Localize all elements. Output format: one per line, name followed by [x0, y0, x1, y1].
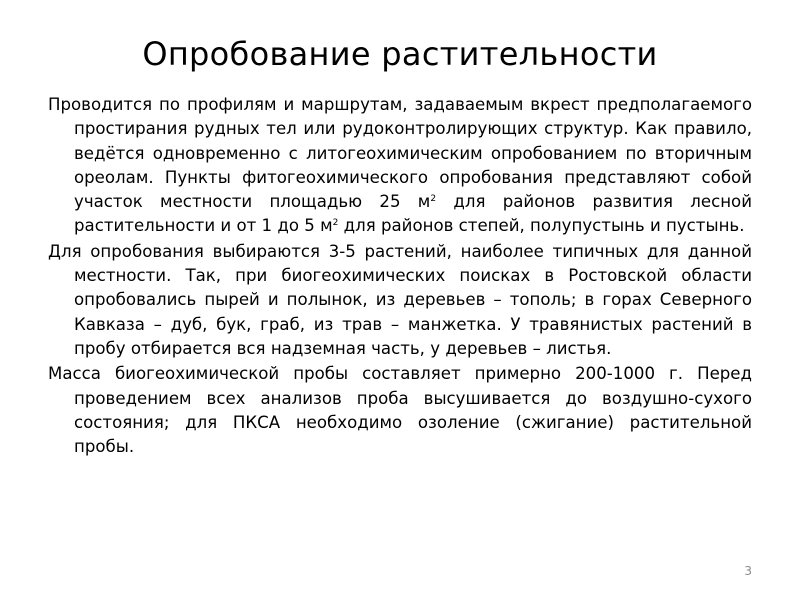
superscript: 2: [430, 194, 437, 205]
paragraph-sampling-profiles: [48, 93, 752, 239]
paragraph-text: для районов степей, полупустынь и пустынь.: [338, 216, 745, 236]
paragraph-text: Проводится по профилям и маршрутам, задаваемым вкрест предполагаемого простирания рудных тел или рудоконтролирующих структур. Как правило, ведётся одновременно с литогеохимическим опробованием по вторичным ореолам. Пункты фитогеохимического опробования представляют собой участок местности площадью 25 м: [48, 95, 752, 212]
paragraph-plant-selection: Для опробования выбираются 3-5 растений, наиболее типичных для данной местности. Так, при биогеохимических поисках в Ростовской области опробовались пырей и полынок, из деревьев – тополь; в горах Северного Кавказа – дуб, бук, граб, из трав – манжетка. У травянистых растений в пробу отбирается вся надземная часть, у деревьев – листья.: [48, 241, 752, 358]
superscript: 2: [332, 218, 339, 229]
slide-title: Опробование растительности: [142, 35, 658, 73]
paragraph-sample-mass: Масса биогеохимической пробы составляет примерно 200-1000 г. Перед проведением всех анализов проба высушивается до воздушно-сухого состояния; для ПКСА необходимо озоление (сжигание) растительной пробы.: [48, 364, 752, 457]
slide-body: [48, 93, 752, 460]
paragraph-text: для районов развития лесной растительности и от 1 до 5 м: [74, 192, 752, 236]
page-number: 3: [744, 564, 752, 578]
